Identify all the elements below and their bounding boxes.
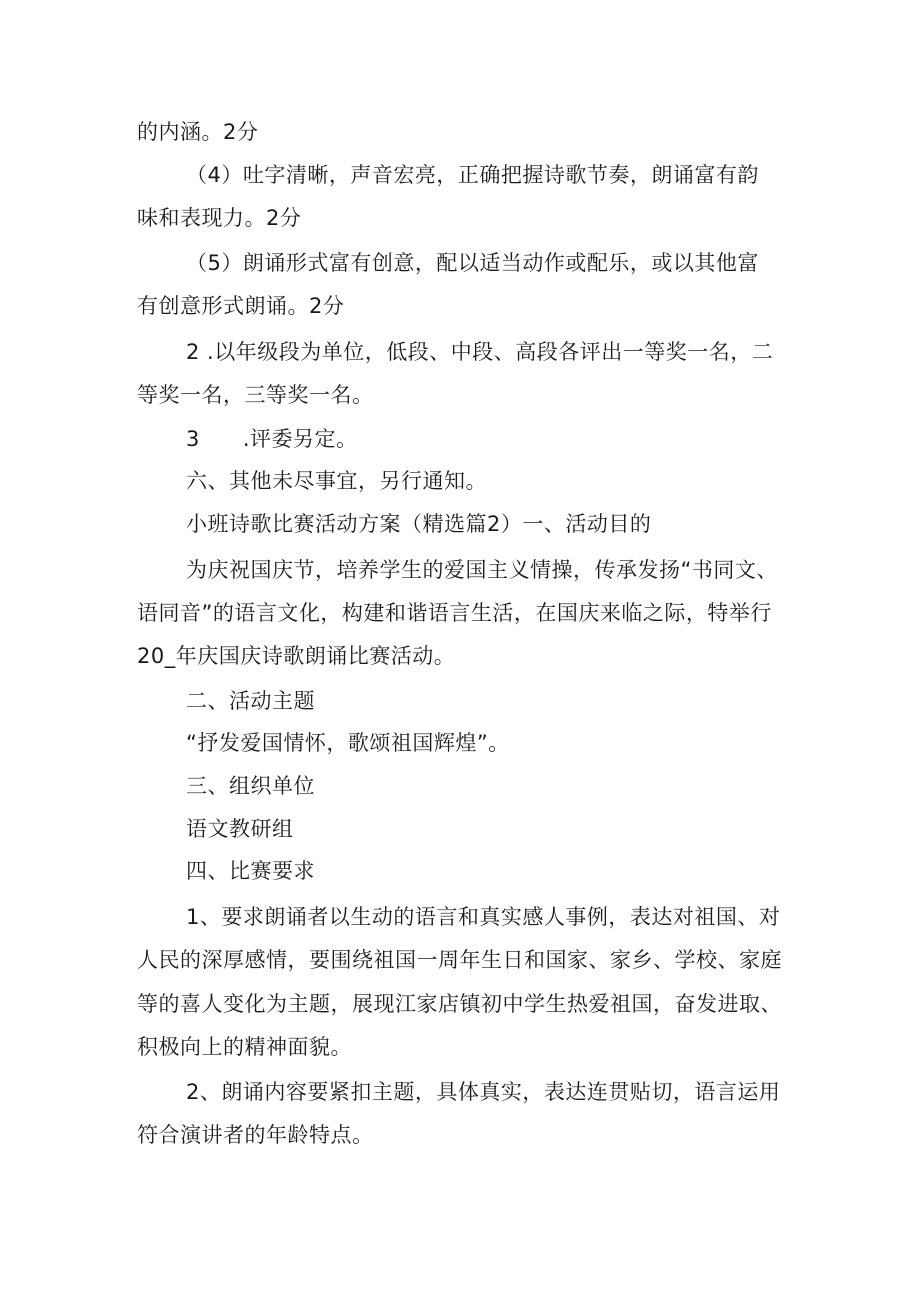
text-line: 等奖一名，三等奖一名。 xyxy=(137,383,374,407)
text-line: （5）朗诵形式富有创意，配以适当动作或配乐，或以其他富 xyxy=(186,251,759,275)
text-line: 20_年庆国庆诗歌朗诵比赛活动。 xyxy=(137,644,456,668)
text-line: 积极向上的精神面貌。 xyxy=(137,1035,352,1059)
text-line: 符合演讲者的年龄特点。 xyxy=(137,1123,374,1147)
text-line: 2 .以年级段为单位，低段、中段、高段各评出一等奖一名，二 xyxy=(186,340,774,364)
text-line: 人民的深厚感情，要围绕祖国一周年生日和国家、家乡、学校、家庭 xyxy=(137,948,782,972)
text-line: 味和表现力。2分 xyxy=(137,206,302,230)
text-line: 语文教研组 xyxy=(186,817,294,841)
section-heading: 六、其他未尽事宜，另行通知。 xyxy=(186,469,487,493)
section-heading: 四、比赛要求 xyxy=(186,859,315,883)
section-heading: 三、组织单位 xyxy=(186,774,315,798)
text-line: 等的喜人变化为主题，展现江家店镇初中学生热爱祖国，奋发进取、 xyxy=(137,992,782,1016)
section-heading: 二、活动主题 xyxy=(186,689,315,713)
text-line: 1、要求朗诵者以生动的语言和真实感人事例，表达对祖国、对 xyxy=(186,905,781,929)
text-line: 的内涵。2分 xyxy=(137,120,259,144)
section-heading: 小班诗歌比赛活动方案（精选篇2）一、活动目的 xyxy=(186,512,652,536)
text-line: “抒发爱国情怀，歌颂祖国辉煌”。 xyxy=(186,731,510,755)
text-line: 语同音”的语言文化，构建和谐语言生活，在国庆来临之际，特举行 xyxy=(137,601,772,625)
text-line: 3 .评委另定。 xyxy=(186,427,358,451)
text-line: 有创意形式朗诵。2分 xyxy=(137,294,345,318)
text-line: （4）吐字清晰，声音宏亮，正确把握诗歌节奏，朗诵富有韵 xyxy=(186,163,759,187)
text-line: 为庆祝国庆节，培养学生的爱国主义情操，传承发扬“书同文、 xyxy=(186,558,778,582)
text-line: 2、朗诵内容要紧扣主题，具体真实，表达连贯贴切，语言运用 xyxy=(186,1080,781,1104)
